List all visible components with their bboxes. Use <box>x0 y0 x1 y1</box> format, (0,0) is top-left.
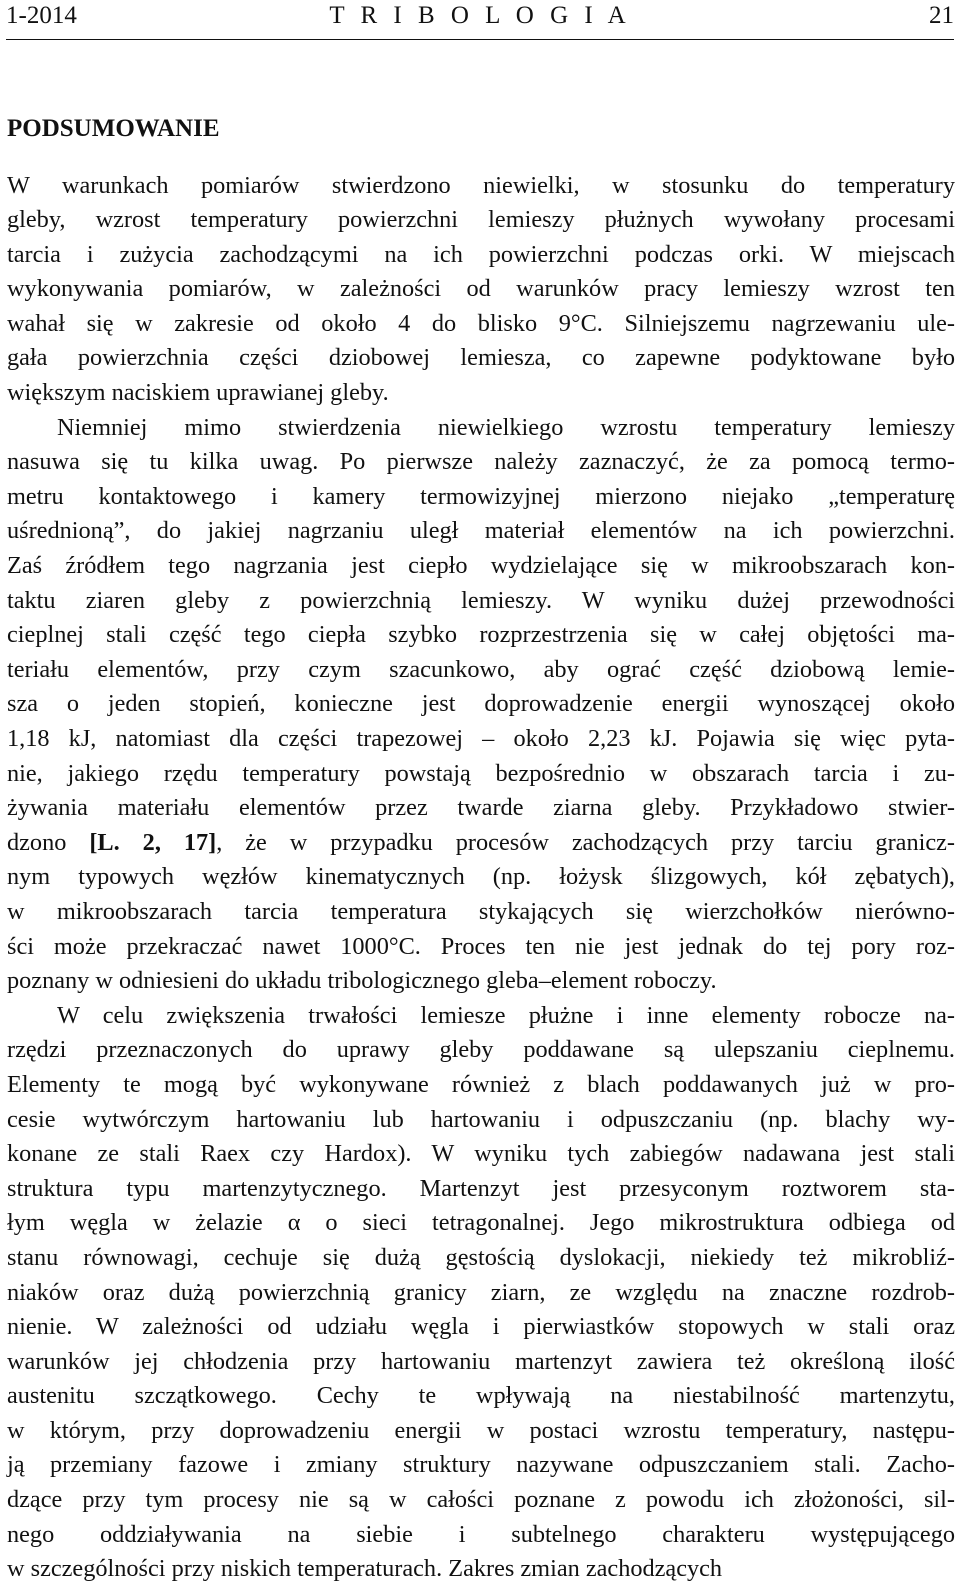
text-line: Niemniej mimo stwierdzenia niewielkiego wzrostu temperatury lemieszy <box>57 413 955 441</box>
text-line: struktura typu martenzytycznego. Martenzyt jest przesyconym roztworem sta- <box>7 1174 955 1202</box>
text-line: tarcia i zużycia zachodzącymi na ich powierzchni podczas orki. W miejscach <box>7 240 955 268</box>
text-line: nego oddziaływania na siebie i subtelnego charakteru występującego <box>7 1520 955 1548</box>
text-line: konane ze stali Raex czy Hardox). W wyniku tych zabiegów nadawana jest stali <box>7 1140 955 1168</box>
text-run: , że w przypadku procesów zachodzących przy tarciu granicz- <box>216 828 956 856</box>
text-line: dzące przy tym procesy nie są w całości poznane z powodu ich złożoności, sil- <box>7 1486 955 1514</box>
text-line: austenitu szczątkowego. Cechy te wpływają na niestabilność martenzytu, <box>7 1382 955 1410</box>
text-line: wykonywania pomiarów, w zależności od warunków pracy lemieszy wzrost ten <box>7 275 955 303</box>
text-line: gleby, wzrost temperatury powierzchni lemieszy płużnych wywołany procesami <box>7 206 955 234</box>
text-line: sza o jeden stopień, konieczne jest doprowadzenie energii wynoszącej około <box>7 690 955 718</box>
text-line: niaków oraz dużą powierzchnią granicy ziarn, ze względu na znaczne rozdrob- <box>7 1278 955 1306</box>
journal-title: T R I B O L O G I A <box>329 2 631 29</box>
text-line: stanu równowagi, cechuje się dużą gęstością dyslokacji, niekiedy też mikrobliź- <box>7 1243 955 1271</box>
text-run: dzono <box>7 828 90 856</box>
text-line: większym naciskiem uprawianej gleby. <box>7 379 389 407</box>
issue-number: 1-2014 <box>6 2 77 29</box>
citation-reference: [L. 2, 17] <box>89 828 217 856</box>
text-line: nie, jakiego rzędu temperatury powstają bezpośrednio w obszarach tarcia i zu- <box>7 759 955 787</box>
paragraph <box>7 411 955 999</box>
section-heading: PODSUMOWANIE <box>7 115 220 142</box>
text-line: taktu ziaren gleby z powierzchnią lemieszy. W wyniku dużej przewodności <box>7 586 955 614</box>
text-line: metru kontaktowego i kamery termowizyjnej mierzono niejako „temperaturę <box>7 482 955 510</box>
text-line: nym typowych węzłów kinematycznych (np. łożysk ślizgowych, kół zębatych), <box>7 863 955 891</box>
text-line: cieplnej stali część tego ciepła szybko rozprzestrzenia się w całej objętości ma- <box>7 621 955 649</box>
text-line: nienie. W zależności od udziału węgla i pierwiastków stopowych w stali oraz <box>7 1313 955 1341</box>
text-line: cesie wytwórczym hartowaniu lub hartowaniu i odpuszczaniu (np. blachy wy- <box>7 1105 955 1133</box>
text-line: W celu zwiększenia trwałości lemiesze płużne i inne elementy robocze na- <box>57 1001 955 1029</box>
text-line: rzędzi przeznaczonych do uprawy gleby poddawane są ulepszaniu cieplnemu. <box>7 1036 955 1064</box>
text-line: w którym, przy doprowadzeniu energii w postaci wzrostu temperatury, następu- <box>7 1416 955 1444</box>
text-line: uśrednioną”, do jakiej nagrzaniu uległ materiał elementów na ich powierzchni. <box>7 517 955 545</box>
text-line: gała powierzchnia części dziobowej lemiesza, co zapewne podyktowane było <box>7 344 955 372</box>
running-header <box>6 0 954 32</box>
text-line: poznany w odniesieni do układu tribologicznego gleba–element roboczy. <box>7 967 717 995</box>
text-line: w mikroobszarach tarcia temperatura stykających się wierzchołków nierówno- <box>7 897 955 925</box>
text-line: w szczególności przy niskich temperaturach. Zakres zmian zachodzących <box>7 1555 723 1583</box>
body-text <box>7 169 955 1587</box>
page-number: 21 <box>929 2 954 29</box>
text-line: Elementy te mogą być wykonywane również z blach poddawanych już w pro- <box>7 1070 955 1098</box>
text-line: ści może przekraczać nawet 1000°C. Proces ten nie jest jednak do tej pory roz- <box>7 932 955 960</box>
text-line: ją przemiany fazowe i zmiany struktury nazywane odpuszczaniem stali. Zacho- <box>7 1451 955 1479</box>
text-line: łym węgla w żelazie α o sieci tetragonalnej. Jego mikrostruktura odbiega od <box>7 1209 955 1237</box>
text-line: Zaś źródłem tego nagrzania jest ciepło wydzielające się w mikroobszarach kon- <box>7 552 955 580</box>
text-line <box>7 826 955 861</box>
header-rule <box>6 39 954 40</box>
text-line: teriału elementów, przy czym szacunkowo, aby ograć część dziobową lemie- <box>7 655 955 683</box>
text-line: warunków jej chłodzenia przy hartowaniu martenzyt zawiera też określoną ilość <box>7 1347 955 1375</box>
text-line: wahał się w zakresie od około 4 do blisko 9°C. Silniejszemu nagrzewaniu ule- <box>7 309 955 337</box>
text-line: 1,18 kJ, natomiast dla części trapezowej – około 2,23 kJ. Pojawia się więc pyta- <box>7 725 955 752</box>
paragraph <box>7 999 955 1587</box>
text-line: W warunkach pomiarów stwierdzono niewielki, w stosunku do temperatury <box>7 171 955 199</box>
text-line: żywania materiału elementów przez twarde ziarna gleby. Przykładowo stwier- <box>7 794 955 822</box>
paragraph <box>7 169 955 411</box>
text-line: nasuwa się tu kilka uwag. Po pierwsze należy zaznaczyć, że za pomocą termo- <box>7 448 955 476</box>
